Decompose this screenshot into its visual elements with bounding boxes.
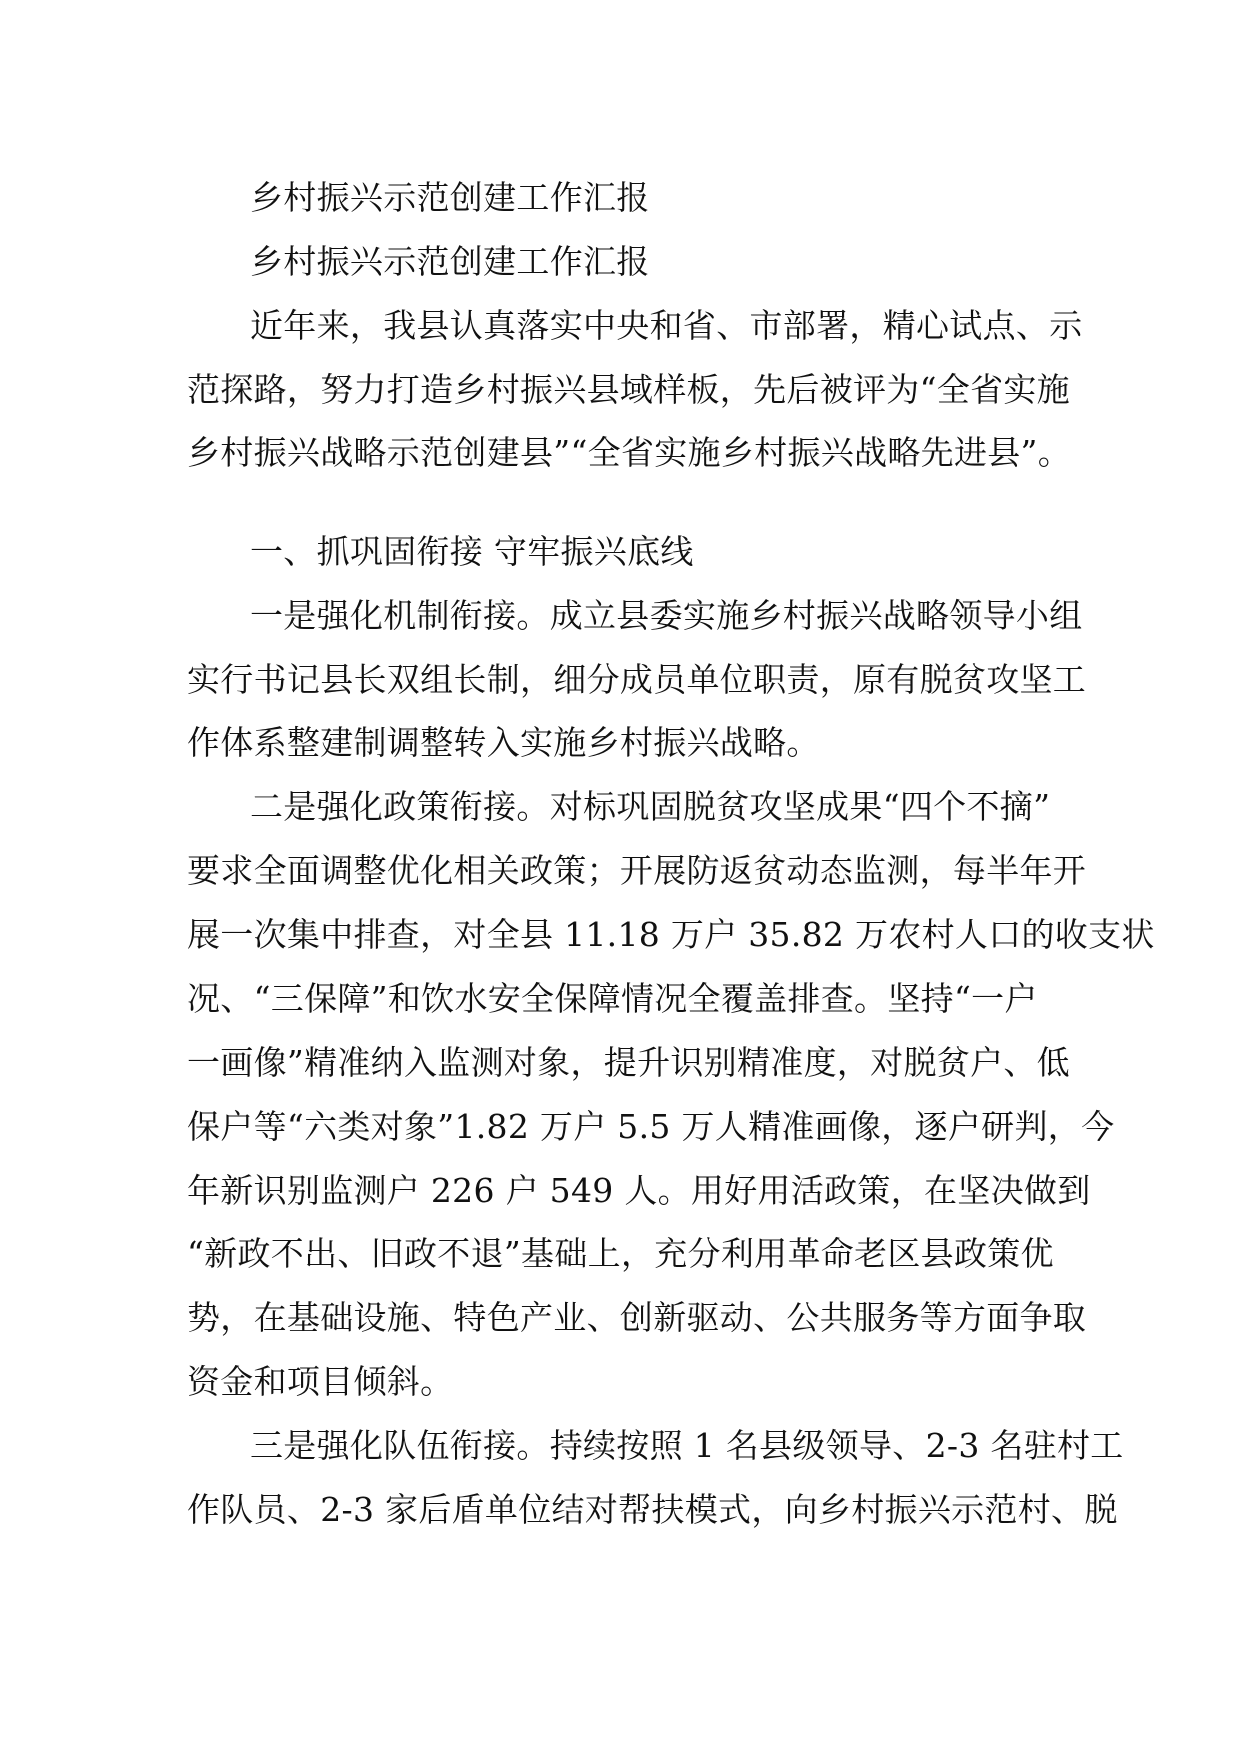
document-title: 乡村振兴示范创建工作汇报	[250, 178, 650, 217]
para3-line-1: 三是强化队伍衔接。持续按照 1 名县级领导、2-3 名驻村工	[250, 1426, 1124, 1465]
para2-line-6: 保户等“六类对象”1.82 万户 5.5 万人精准画像，逐户研判，今	[187, 1107, 1115, 1146]
para2-line-7: 年新识别监测户 226 户 549 人。用好用活政策，在坚决做到	[187, 1171, 1091, 1210]
para2-line-1: 二是强化政策衔接。对标巩固脱贫攻坚成果“四个不摘”	[250, 787, 1051, 826]
para1-line-3: 作体系整建制调整转入实施乡村振兴战略。	[187, 723, 820, 762]
para2-line-2: 要求全面调整优化相关政策；开展防返贫动态监测，每半年开	[187, 851, 1087, 890]
para2-line-9: 势，在基础设施、特色产业、创新驱动、公共服务等方面争取	[187, 1298, 1087, 1337]
intro-line-3: 乡村振兴战略示范创建县”“全省实施乡村振兴战略先进县”。	[187, 433, 1072, 472]
para1-line-2: 实行书记县长双组长制，细分成员单位职责，原有脱贫攻坚工	[187, 660, 1087, 699]
section-heading-1: 一、抓巩固衔接 守牢振兴底线	[250, 532, 694, 571]
intro-line-2: 范探路，努力打造乡村振兴县域样板，先后被评为“全省实施	[187, 370, 1070, 409]
para2-line-4: 况、“三保障”和饮水安全保障情况全覆盖排查。坚持“一户	[187, 979, 1038, 1018]
para2-line-8: “新政不出、旧政不退”基础上，充分利用革命老区县政策优	[187, 1234, 1054, 1273]
para1-line-1: 一是强化机制衔接。成立县委实施乡村振兴战略领导小组	[250, 596, 1083, 635]
para2-line-5: 一画像”精准纳入监测对象，提升识别精准度，对脱贫户、低	[187, 1043, 1070, 1082]
document-subtitle: 乡村振兴示范创建工作汇报	[250, 242, 650, 281]
para3-line-2: 作队员、2-3 家后盾单位结对帮扶模式，向乡村振兴示范村、脱	[187, 1490, 1118, 1529]
para2-line-10: 资金和项目倾斜。	[187, 1362, 454, 1401]
para2-line-3: 展一次集中排查，对全县 11.18 万户 35.82 万农村人口的收支状	[187, 915, 1155, 954]
intro-line-1: 近年来，我县认真落实中央和省、市部署，精心试点、示	[250, 306, 1083, 345]
